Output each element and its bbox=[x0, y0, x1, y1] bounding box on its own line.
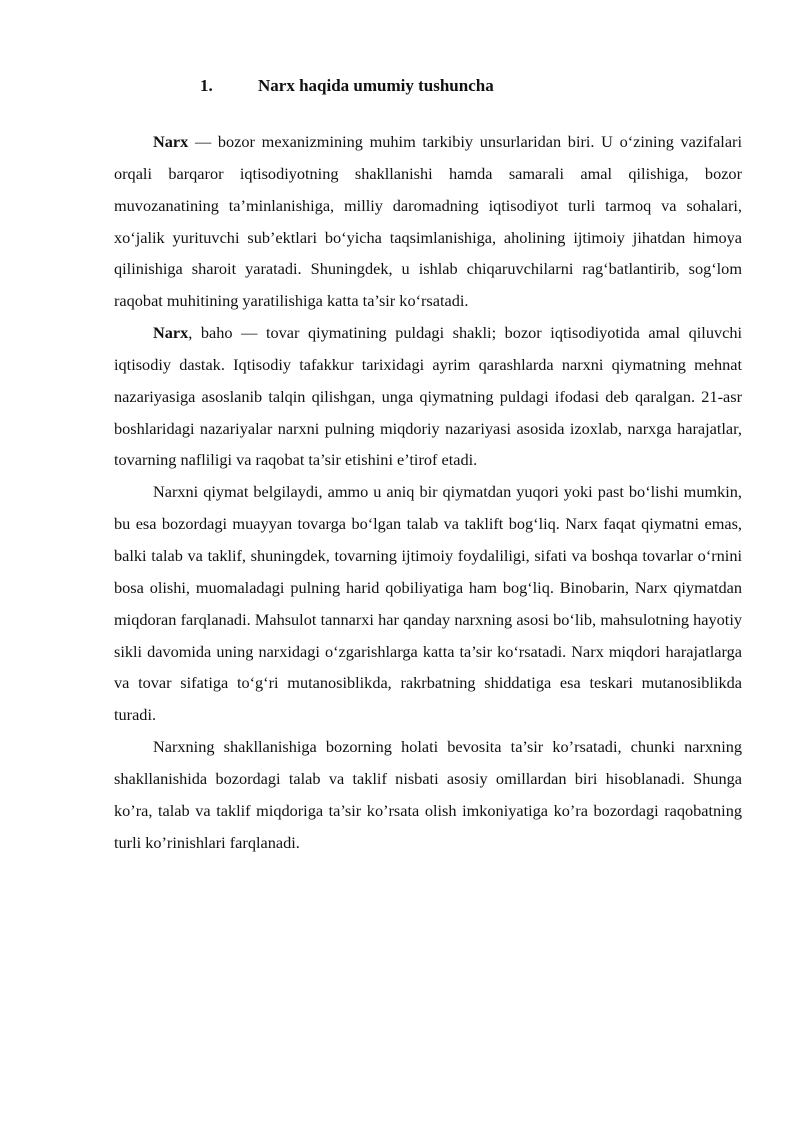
paragraph-term: Narx bbox=[153, 323, 189, 343]
section-title: Narx haqida umumiy tushuncha bbox=[258, 76, 494, 95]
paragraph bbox=[114, 476, 742, 731]
document-body bbox=[114, 126, 742, 858]
section-number: 1. bbox=[200, 76, 213, 95]
paragraph bbox=[114, 126, 742, 317]
paragraph-text: Narxni qiymat belgilaydi, ammo u aniq bir qiymatdan yuqori yoki past bo‘lishi mumkin, bu esa bozordagi muayyan tovarga bo‘lgan talab va taklift bog‘liq. Narx faqat qiymatni emas, balki talab va taklif, shuningdek, tovarning ijtimoiy foydaliligi, sifati va boshqa tovarlar o‘rnini bosa olishi, muomaladagi pulning harid qobiliyatiga ham bog‘liq. Binobarin, Narx qiymatdan miqdoran farqlanadi. Mahsulot tannarxi har qanday narxning asosi bo‘lib, mahsulotning hayotiy sikli davomida uning narxidagi o‘zgarishlarga katta ta’sir ko‘rsatadi. Narx miqdori harajatlarga va tovar sifatiga to‘g‘ri mutanosiblikda, rakrbatning shiddatiga esa teskari mutanosiblikda turadi. bbox=[114, 482, 742, 725]
paragraph-text: Narxning shakllanishiga bozorning holati bevosita ta’sir ko’rsatadi, chunki narxning shakllanishida bozordagi talab va taklif nisbati asosiy omillardan biri hisoblanadi. Shunga ko’ra, talab va taklif miqdoriga ta’sir ko’rsata olish imkoniyatiga ko’ra bozordagi raqobatning turli ko’rinishlari farqlanadi. bbox=[114, 737, 742, 852]
paragraph-term: Narx bbox=[153, 132, 189, 151]
section-heading bbox=[200, 76, 494, 96]
paragraph-text: — bozor mexanizmining muhim tarkibiy unsurlaridan biri. U o‘zining vazifalari orqali barqaror iqtisodiyotning shakllanishi hamda samarali amal qilishiga, bozor muvozanatining ta’minlanishiga, milliy daromadning iqtisodiyot turli tarmoq va sohalari, xo‘jalik yurituvchi sub’ektlari bo‘yicha taqsimlanishiga, aholining ijtimoiy jihatdan himoya qilinishiga sharoit yaratadi. Shuningdek, u ishlab chiqaruvchilarni rag‘batlantirib, sog‘lom raqobat muhitining yaratilishiga katta ta’sir ko‘rsatadi. bbox=[114, 132, 742, 311]
paragraph bbox=[114, 731, 742, 858]
paragraph-text: , baho — tovar qiymatining puldagi shakli; bozor iqtisodiyotida amal qiluvchi iqtisodiy dastak. Iqtisodiy tafakkur tarixidagi ayrim qarashlarda narxni qiymatning mehnat nazariyasiga asoslanib talqin qilishgan, unga qiymatning puldagi ifodasi deb qaralgan. 21-asr boshlaridagi nazariyalar narxni pulning miqdoriy nazariyasi asosida izoxlab, narxga harajatlar, tovarning nafliligi va raqobat ta’sir etishini e’tirof etadi. bbox=[114, 323, 742, 470]
paragraph bbox=[114, 317, 742, 476]
